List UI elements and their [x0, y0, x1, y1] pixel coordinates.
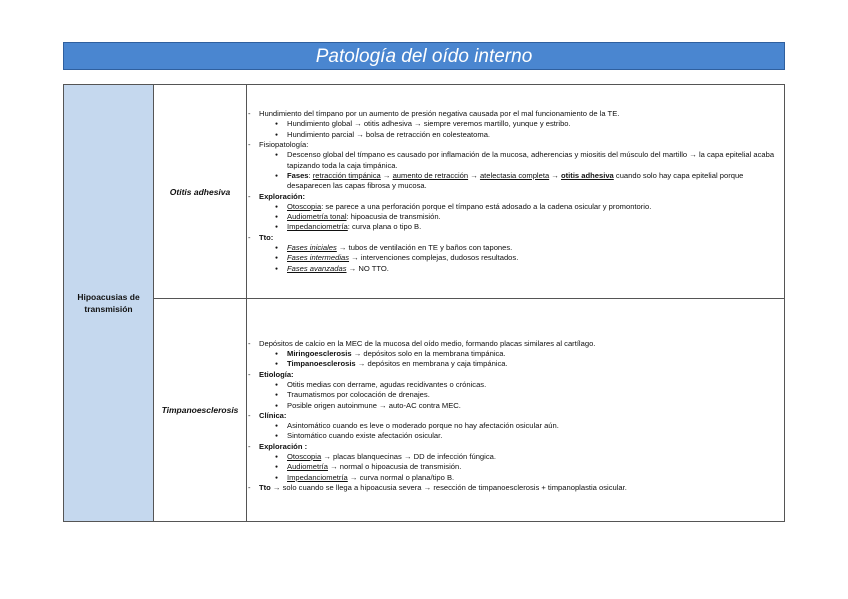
- list-item: ● Sintomático cuando existe afectación osicular.: [273, 431, 784, 441]
- fase-2: aumento de retracción: [392, 170, 469, 180]
- item-rest: → NO TTO.: [346, 263, 389, 273]
- list-item: ● Descenso global del tímpano es causado por inflamación de la mucosa, adherencias y miositis del músculo del martillo → la capa epitelial acaba tapizando toda la caja timpánica.: [273, 150, 784, 171]
- list-item: ● Hundimiento global → otitis adhesiva → siempre veremos martillo, yunque y estribo.: [273, 119, 784, 129]
- item-key: Tto: [259, 482, 271, 492]
- list-item: [273, 462, 784, 472]
- list-item: [247, 442, 784, 483]
- fases-label: Fases: [287, 170, 309, 180]
- list-item: [273, 171, 784, 192]
- list-item: ● Otitis medias con derrame, agudas recidivantes o crónicas.: [273, 380, 784, 390]
- list-item: [273, 243, 784, 253]
- item-key: Audiometría: [287, 462, 328, 472]
- list-item: [273, 253, 784, 263]
- item-text: Depósitos de calcio en la MEC de la mucosa del oído medio, formando placas similares al cartílago.: [259, 338, 596, 348]
- item-key: Audiometría tonal: [287, 212, 347, 222]
- list-item: ● Asintomático cuando es leve o moderado porque no hay afectación osicular aún.: [273, 421, 784, 431]
- list-item: [273, 452, 784, 462]
- list-item: [273, 349, 784, 359]
- list-item: [247, 339, 784, 370]
- item-rest: : hipoacusia de transmisión.: [346, 212, 441, 222]
- item-key: Otoscopia: [287, 452, 322, 462]
- table-row: [64, 299, 785, 522]
- list-item: ● Hundimiento parcial → bolsa de retracción en colesteatoma.: [273, 130, 784, 140]
- subcategory-otitis-adhesiva: Otitis adhesiva: [154, 85, 247, 299]
- item-text: Clínica:: [259, 410, 287, 420]
- list-item: [273, 222, 784, 232]
- subcategory-timpanoesclerosis: Timpanoesclerosis: [154, 299, 247, 522]
- item-text: Tto:: [259, 232, 274, 242]
- item-rest: → curva normal o plana/tipo B.: [347, 472, 455, 482]
- list-item: [273, 212, 784, 222]
- otitis-adhesiva-content: [247, 85, 785, 299]
- item-rest: → depósitos solo en la membrana timpánica.: [351, 349, 506, 359]
- table-row: [64, 85, 785, 299]
- item-rest: → tubos de ventilación en TE y baños con tapones.: [336, 242, 513, 252]
- fase-4: otitis adhesiva: [561, 170, 614, 180]
- item-text: Etiología:: [259, 369, 294, 379]
- list-item: [273, 359, 784, 369]
- content-table: [63, 84, 785, 522]
- item-text: Hundimiento del tímpano por un aumento de presión negativa causada por el mal funcionamiento de la TE.: [259, 109, 620, 119]
- item-rest: → normal o hipoacusia de transmisión.: [327, 462, 462, 472]
- item-text: Fisiopatología:: [259, 140, 309, 150]
- list-item: [247, 233, 784, 274]
- item-key: Otoscopia: [287, 201, 322, 211]
- list-item: [273, 202, 784, 212]
- list-item: ● Traumatismos por colocación de drenajes.: [273, 390, 784, 400]
- item-key: Miringoesclerosis: [287, 349, 352, 359]
- item-text: Exploración :: [259, 441, 308, 451]
- item-rest: → solo cuando se llega a hipoacusia severa → resección de timpanoesclerosis + timpanoplastia osicular.: [270, 482, 627, 492]
- fase-1: retracción timpánica: [312, 170, 381, 180]
- category-cell: Hipoacusias de transmisión: [64, 85, 154, 522]
- fase-3: atelectasia completa: [479, 170, 550, 180]
- timpanoesclerosis-content: [247, 299, 785, 522]
- list-item: [273, 473, 784, 483]
- arrow: →: [468, 170, 480, 180]
- page-title: Patología del oído interno: [63, 42, 785, 70]
- item-text: Exploración:: [259, 191, 305, 201]
- list-item: [247, 483, 784, 493]
- item-key: Timpanoesclerosis: [287, 359, 356, 369]
- arrow: →: [380, 170, 393, 180]
- list-item: [247, 109, 784, 140]
- item-key: Fases avanzadas: [287, 263, 347, 273]
- item-rest: → intervenciones complejas, dudosos resultados.: [349, 253, 519, 263]
- item-key: Impedanciometría: [287, 472, 348, 482]
- item-key: Fases iniciales: [287, 242, 337, 252]
- list-item: ● Posible origen autoinmune → auto-AC contra MEC.: [273, 401, 784, 411]
- list-item: [247, 370, 784, 411]
- fases-rest: cuando solo hay capa epitelial porque desaparecen las capas fibrosa y mucosa.: [287, 170, 744, 191]
- item-rest: → depósitos en membrana y caja timpánica.: [355, 359, 508, 369]
- item-rest: → placas blanquecinas → DD de infección fúngica.: [321, 452, 496, 462]
- item-rest: : se parece a una perforación porque el tímpano está adosado a la cadena osicular y promontorio.: [321, 201, 652, 211]
- arrow: →: [549, 170, 562, 180]
- list-item: [273, 264, 784, 274]
- fases-colon: :: [308, 170, 313, 180]
- list-item: [247, 192, 784, 233]
- list-item: [247, 140, 784, 191]
- item-rest: : curva plana o tipo B.: [347, 222, 422, 232]
- item-key: Impedanciometría: [287, 222, 348, 232]
- list-item: [247, 411, 784, 442]
- item-key: Fases intermedias: [287, 253, 350, 263]
